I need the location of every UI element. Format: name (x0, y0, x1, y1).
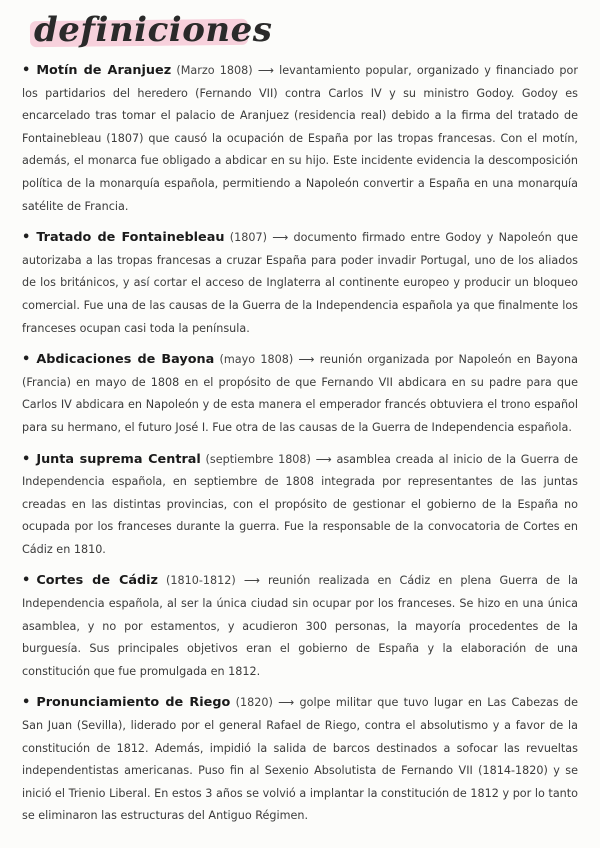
bullet-icon: • (22, 63, 31, 78)
arrow-icon: ⟶ (272, 231, 289, 245)
definition-term: Pronunciamiento de Riego (36, 695, 231, 711)
definition-paragraph (22, 227, 578, 340)
arrow-icon: ⟶ (278, 696, 295, 710)
definition-text: levantamiento popular, organizado y financiado por los partidarios del heredero (Fernando VII) contra Carlos IV y su ministro Godoy. Godoy es encarcelado tras tomar el palacio de Aranjuez (residencia real) debido a la firma del tratado de Fontainebleau (1807) que causó la ocupación de España por las tropas francesas. Con el motín, además, el monarca fue obligado a abdicar en su hijo. Este incidente evidencia la descomposición política de la monarquía española, permitiendo a Napoleón convertir a España en una monarquía satélite de Francia. (22, 64, 578, 213)
definition-paragraph (22, 60, 578, 218)
definition-term: Cortes de Cádiz (36, 573, 158, 589)
bullet-icon: • (22, 695, 31, 711)
arrow-icon: ⟶ (298, 353, 315, 367)
definition-term: Abdicaciones de Bayona (36, 352, 215, 368)
definition-entry (22, 449, 578, 562)
definition-text: documento firmado entre Godoy y Napoleón que autorizaba a las tropas francesas a cruzar España para poder invadir Portugal, uno de los aliados de los británicos, y así cortar el acceso de Inglaterra al continente europeo y producir un bloqueo comercial. Fue una de las causas de la Guerra de la Independencia española ya que finalmente los franceses ocupan casi toda la península. (22, 231, 579, 335)
definition-list (22, 60, 578, 837)
definition-date: (mayo 1808) (219, 353, 294, 367)
definition-entry (22, 227, 578, 340)
definition-entry (22, 349, 578, 439)
definition-term: Junta suprema Central (36, 451, 201, 467)
bullet-icon: • (22, 573, 31, 589)
definition-paragraph (22, 692, 578, 828)
definition-text: asamblea creada al inicio de la Guerra de Independencia española, en septiembre de 1808 integrada por representantes de las juntas creadas en las distintas provincias, con el propósito de gestionar el gobierno de la España no ocupada por los franceses durante la guerra. Fue la responsable de la convocatoria de Cortes en Cádiz en 1810. (22, 452, 579, 556)
bullet-icon: • (22, 352, 31, 368)
definition-date: (1820) (235, 696, 273, 710)
definition-date: (Marzo 1808) (176, 64, 253, 77)
definition-term: Tratado de Fontainebleau (36, 230, 225, 246)
definition-paragraph (22, 570, 578, 683)
definition-entry (22, 692, 578, 828)
definition-term: Motín de Aranjuez (36, 63, 172, 78)
definition-entry (22, 570, 578, 683)
arrow-icon: ⟶ (257, 64, 274, 77)
page-title: definiciones (34, 10, 273, 50)
definition-paragraph (22, 349, 578, 439)
title-block (28, 8, 273, 52)
definition-entry (22, 60, 578, 218)
definition-date: (septiembre 1808) (205, 452, 311, 466)
definition-paragraph (22, 449, 578, 562)
bullet-icon: • (22, 451, 31, 467)
definition-date: (1807) (229, 231, 267, 245)
definition-text: golpe militar que tuvo lugar en Las Cabezas de San Juan (Sevilla), liderado por el general Rafael de Riego, contra el absolutismo y a favor de la constitución de 1812. Además, impidió la salida de barcos destinados a sofocar las revueltas independentistas americanas. Puso fin al Sexenio Absolutista de Fernando VII (1814-1820) y se inició el Trienio Liberal. En estos 3 años se volvió a implantar la constitución de 1812 y por lo tanto se eliminaron las estructuras del Antiguo Régimen. (22, 696, 579, 823)
bullet-icon: • (22, 230, 31, 246)
definition-text: reunión realizada en Cádiz en plena Guerra de la Independencia española, al ser la única ciudad sin ocupar por los franceses. Se hizo en una única asamblea, y no por estamentos, y acudieron 300 personas, la mayoría procedentes de la burguesía. Sus principales objetivos eran el gobierno de España y la elaboración de una constitución que fue promulgada en 1812. (22, 574, 578, 678)
arrow-icon: ⟶ (315, 452, 332, 466)
arrow-icon: ⟶ (243, 574, 260, 588)
definition-date: (1810-1812) (166, 574, 236, 588)
definition-text: reunión organizada por Napoleón en Bayona (Francia) en mayo de 1808 en el propósito de que Fernando VII abdicara en su padre para que Carlos IV abdicara en Napoleón y de esta manera el emperador francés obtuviera el trono español para su hermano, el futuro José I. Fue otra de las causas de la Guerra de Independencia española. (22, 353, 578, 434)
